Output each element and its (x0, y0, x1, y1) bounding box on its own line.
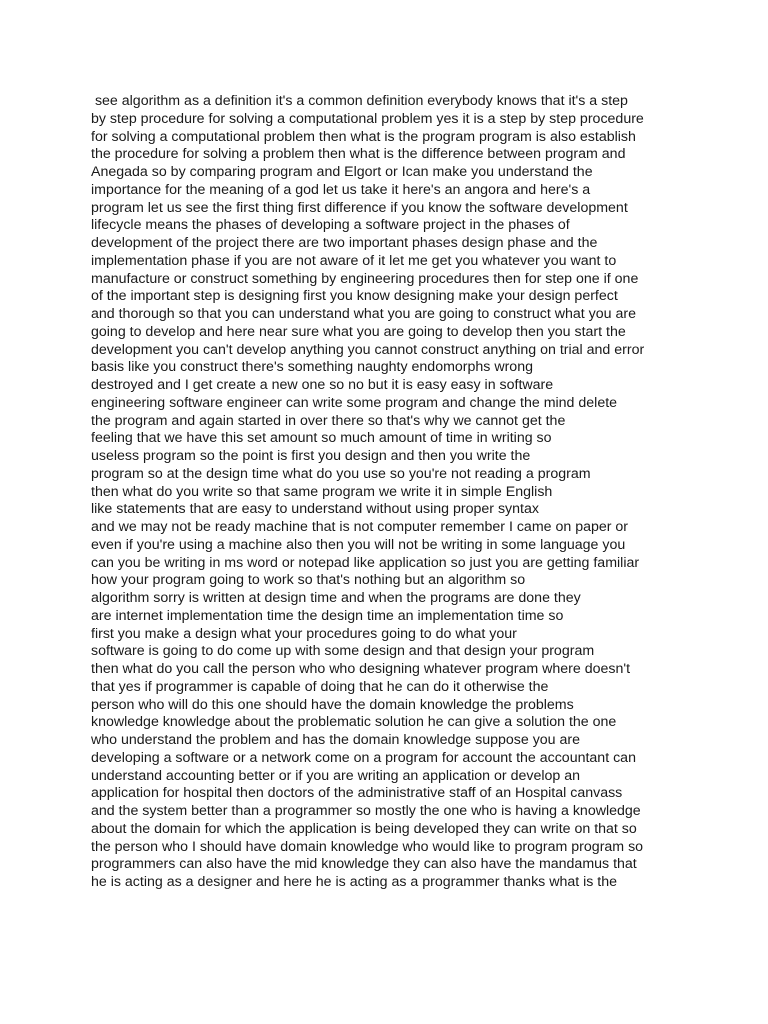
text-line-27: can you be writing in ms word or notepad like application so just you are getting familiar (91, 554, 640, 571)
text-line-40: application for hospital then doctors of the administrative staff of an Hospital canvass (91, 785, 623, 802)
text-line-16: basis like you construct there's something naughty endomorphs wrong (91, 359, 533, 376)
text-line-9: development of the project there are two important phases design phase and the (91, 235, 598, 251)
text-line-2: by step procedure for solving a computational problem yes it is a step by step procedure (91, 110, 644, 127)
text-line-11: manufacture or construct something by engineering procedures then for step one if one (91, 270, 639, 287)
text-line-6: importance for the meaning of a god let us take it here's an angora and here's a (91, 181, 591, 198)
text-line-1: see algorithm as a definition it's a common definition everybody knows that it's a step (91, 93, 628, 109)
text-line-31: first you make a design what your procedures going to do what your (91, 625, 517, 642)
text-line-42: about the domain for which the application is being developed they can write on that so (91, 820, 637, 837)
text-line-29: algorithm sorry is written at design time and when the programs are done they (91, 590, 581, 606)
text-line-36: knowledge knowledge about the problematic solution he can give a solution the one (91, 714, 617, 731)
text-line-23: then what do you write so that same program we write it in simple English (91, 483, 553, 500)
text-line-7: program let us see the first thing first difference if you know the software development (91, 199, 628, 216)
text-line-21: useless program so the point is first you design and then you write the (91, 448, 531, 464)
text-line-4: the procedure for solving a problem then what is the difference between program and (91, 146, 626, 163)
text-line-15: development you can't develop anything you cannot construct anything on trial and error (91, 341, 645, 358)
text-line-20: feeling that we have this set amount so much amount of time in writing so (91, 430, 552, 447)
text-line-17: destroyed and I get create a new one so no but it is easy easy in software (91, 377, 554, 393)
text-line-28: how your program going to work so that's nothing but an algorithm so (91, 572, 526, 589)
text-line-35: person who will do this one should have the domain knowledge the problems (91, 696, 574, 713)
text-line-26: even if you're using a machine also then you will not be writing in some language you (91, 536, 626, 553)
text-line-14: going to develop and here near sure what you are going to develop then you start the (91, 323, 626, 340)
text-line-39: understand accounting better or if you are writing an application or develop an (91, 767, 580, 784)
text-line-44: programmers can also have the mid knowledge they can also have the mandamus that (91, 856, 637, 873)
text-line-3: for solving a computational problem then what is the program program is also establish (91, 128, 636, 145)
text-line-8: lifecycle means the phases of developing a software project in the phases of (91, 217, 570, 234)
transcript-text-block (91, 93, 691, 892)
text-line-24: like statements that are easy to understand without using proper syntax (91, 501, 539, 518)
text-line-12: of the important step is designing first you know designing make your design perfect (91, 288, 618, 305)
text-line-45: he is acting as a designer and here he is acting as a programmer thanks what is the (91, 874, 618, 890)
text-line-33: then what do you call the person who who designing whatever program where doesn't (91, 661, 631, 677)
text-line-41: and the system better than a programmer so mostly the one who is having a knowledge (91, 803, 641, 819)
text-line-30: are internet implementation time the design time an implementation time so (91, 607, 564, 624)
text-line-38: developing a software or a network come on a program for account the accountant can (91, 749, 636, 766)
text-line-13: and thorough so that you can understand what you are going to construct what you are (91, 306, 636, 322)
text-line-22: program so at the design time what do you use so you're not reading a program (91, 465, 591, 482)
text-line-43: the person who I should have domain knowledge who would like to program program so (91, 838, 644, 855)
text-line-37: who understand the problem and has the domain knowledge suppose you are (91, 732, 581, 748)
text-line-25: and we may not be ready machine that is not computer remember I came on paper or (91, 519, 629, 535)
text-line-32: software is going to do come up with some design and that design your program (91, 643, 595, 660)
text-line-19: the program and again started in over there so that's why we cannot get the (91, 412, 566, 429)
text-line-34: that yes if programmer is capable of doing that he can do it otherwise the (91, 678, 549, 695)
text-line-5: Anegada so by comparing program and Elgort or Ican make you understand the (91, 164, 593, 180)
text-line-10: implementation phase if you are not aware of it let me get you whatever you want to (91, 252, 617, 269)
text-line-18: engineering software engineer can write some program and change the mind delete (91, 394, 618, 411)
